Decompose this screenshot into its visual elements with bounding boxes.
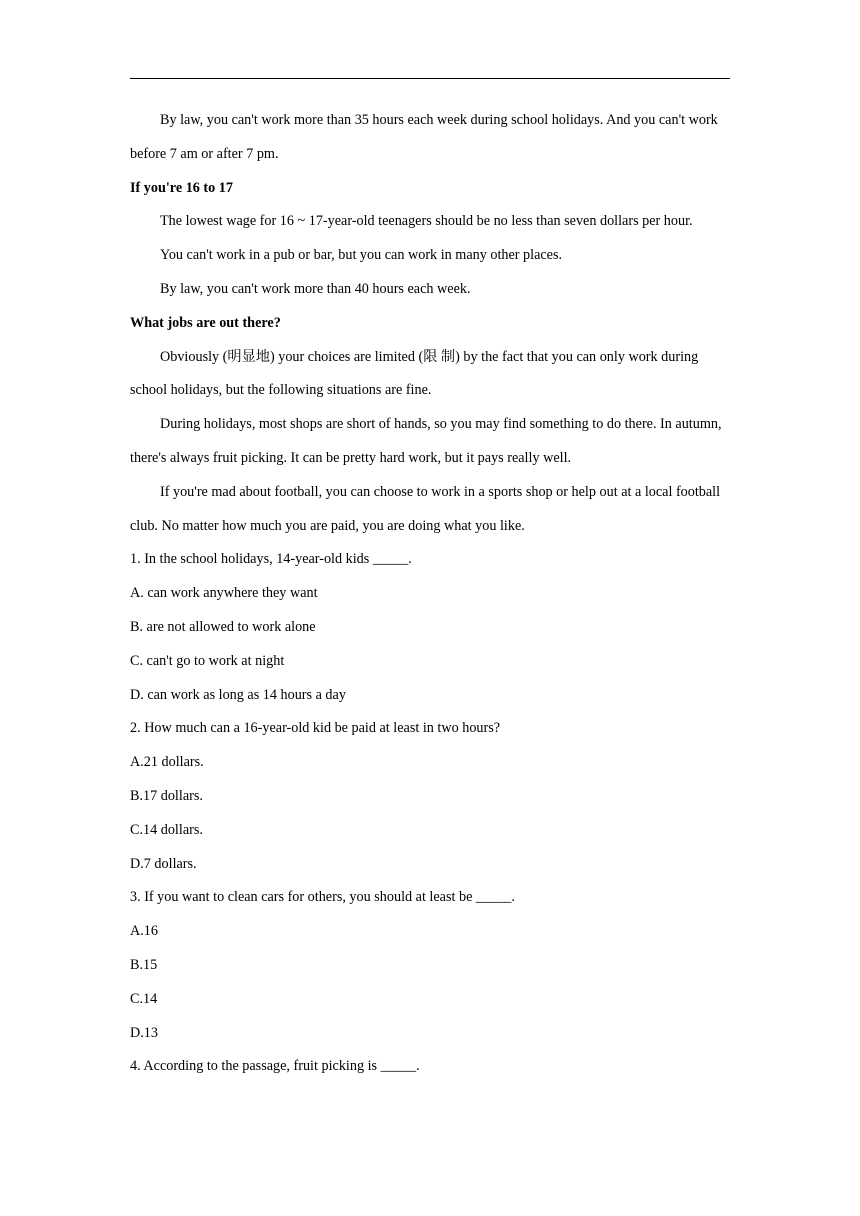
section-heading-jobs: What jobs are out there? <box>130 314 281 331</box>
paragraph-lowest-wage: The lowest wage for 16 ~ 17-year-old teenagers should be no less than seven dollars per hour. <box>160 213 693 230</box>
paragraph-hours-limit: By law, you can't work more than 35 hours each week during school holidays. And you can't work before 7 am or after 7 pm. <box>130 112 718 162</box>
question-1-option-c: C. can't go to work at night <box>130 652 285 669</box>
question-3-option-b: B.15 <box>130 956 158 973</box>
paragraph-40-hours: By law, you can't work more than 40 hours each week. <box>160 280 471 297</box>
paragraph-football: If you're mad about football, you can choose to work in a sports shop or help out at a local football club. No matter how much you are paid, you are doing what you like. <box>130 483 721 534</box>
question-2-option-b: B.17 dollars. <box>130 787 203 804</box>
question-2-option-c: C.14 dollars. <box>130 821 203 838</box>
question-1-option-d: D. can work as long as 14 hours a day <box>130 686 346 703</box>
question-1-option-a: A. can work anywhere they want <box>130 585 318 602</box>
question-4-stem: 4. According to the passage, fruit picking is _____. <box>130 1058 420 1075</box>
document-body <box>130 104 730 1084</box>
question-1-stem: 1. In the school holidays, 14-year-old kids _____. <box>130 551 412 568</box>
question-2-option-a: A.21 dollars. <box>130 754 204 771</box>
paragraph-shops-fruit: During holidays, most shops are short of hands, so you may find something to do there. In autumn, there's always fruit picking. It can be pretty hard work, but it pays really well. <box>130 416 722 466</box>
question-1-option-b: B. are not allowed to work alone <box>130 618 316 635</box>
paragraph-pub-bar: You can't work in a pub or bar, but you can work in many other places. <box>160 247 563 264</box>
question-3-option-c: C.14 <box>130 990 158 1007</box>
paragraph-choices-limited: Obviously (明显地) your choices are limited (限 制) by the fact that you can only work during school holidays, but the following situations are fine. <box>130 348 699 399</box>
question-2-stem: 2. How much can a 16-year-old kid be paid at least in two hours? <box>130 720 501 737</box>
question-2-option-d: D.7 dollars. <box>130 855 197 872</box>
section-heading-16-to-17: If you're 16 to 17 <box>130 179 233 196</box>
question-3-option-d: D.13 <box>130 1024 158 1041</box>
header-rule <box>130 78 730 79</box>
question-3-option-a: A.16 <box>130 923 158 940</box>
question-3-stem: 3. If you want to clean cars for others, you should at least be _____. <box>130 889 515 906</box>
